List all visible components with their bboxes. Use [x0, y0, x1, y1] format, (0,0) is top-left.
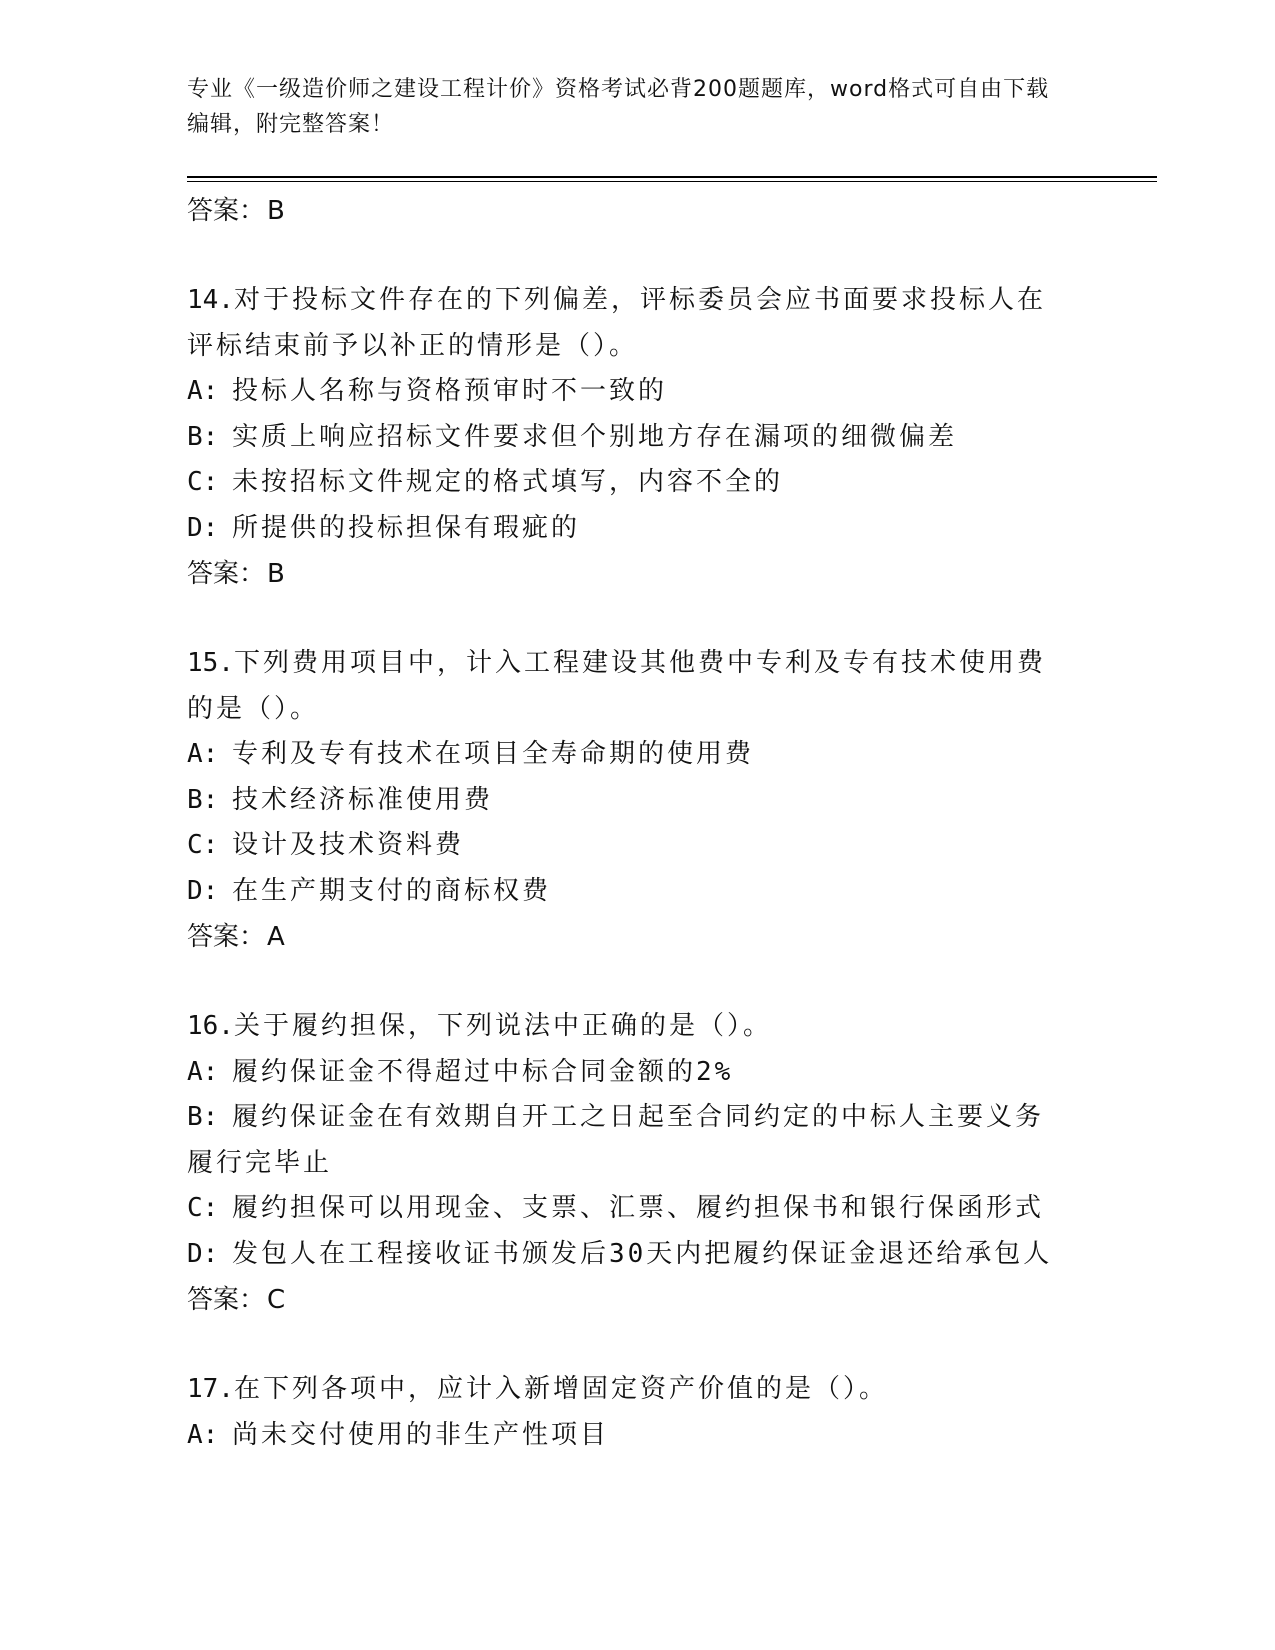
option-text: 技术经济标准使用费 — [232, 784, 494, 815]
option-text: 在生产期支付的商标权费 — [232, 875, 552, 906]
question-text: 下列费用项目中，计入工程建设其他费中专利及专有技术使用费的是（）。 — [187, 648, 1046, 724]
answer-value: B — [267, 196, 285, 226]
option-key: A: — [187, 1056, 219, 1087]
question-stem — [187, 278, 1067, 369]
question-stem — [187, 641, 1067, 732]
option-key: B: — [187, 421, 219, 452]
option-key: A: — [187, 376, 219, 406]
option-item — [187, 1186, 1067, 1232]
option-item — [187, 506, 1067, 552]
option-text: 设计及技术资料费 — [232, 830, 465, 860]
answer-value: C — [267, 1285, 286, 1315]
answer-line — [187, 188, 1067, 234]
option-key: D: — [187, 1238, 219, 1269]
answer-label: 答案： — [187, 559, 266, 589]
question-block — [187, 641, 1067, 960]
answer-value: B — [267, 559, 285, 589]
answer-label: 答案： — [187, 1285, 266, 1315]
header-rule-thick — [187, 176, 1157, 178]
question-text: 在下列各项中，应计入新增固定资产价值的是（）。 — [233, 1374, 888, 1404]
option-item — [187, 778, 1067, 824]
option-item — [187, 869, 1067, 915]
answer-label: 答案： — [187, 196, 266, 226]
option-key: D: — [187, 512, 219, 543]
option-item — [187, 1232, 1067, 1278]
answer-line — [187, 914, 1067, 960]
option-item — [187, 732, 1067, 778]
option-item — [187, 460, 1067, 506]
question-stem — [187, 1004, 1067, 1050]
option-item — [187, 823, 1067, 869]
option-text: 履约担保可以用现金、支票、汇票、履约担保书和银行保函形式 — [232, 1193, 1045, 1223]
option-item — [187, 415, 1067, 461]
option-item — [187, 1050, 1067, 1096]
question-text: 关于履约担保，下列说法中正确的是（）。 — [233, 1011, 772, 1041]
answer-line — [187, 1277, 1067, 1323]
question-number: 16. — [187, 1011, 234, 1041]
question-list — [187, 188, 1067, 1458]
option-text: 实质上响应招标文件要求但个别地方存在漏项的细微偏差 — [232, 421, 958, 452]
option-text: 履约保证金不得超过中标合同金额的2% — [232, 1056, 734, 1087]
question-number: 14. — [187, 285, 234, 315]
question-block — [187, 278, 1067, 597]
option-key: B: — [187, 1102, 219, 1132]
option-item — [187, 369, 1067, 415]
question-number: 15. — [187, 648, 234, 678]
option-key: A: — [187, 1419, 219, 1450]
option-key: C: — [187, 1193, 219, 1223]
question-number: 17. — [187, 1374, 234, 1404]
option-item — [187, 1413, 1067, 1459]
option-key: A: — [187, 739, 219, 769]
option-text: 履约保证金在有效期自开工之日起至合同约定的中标人主要义务履行完毕止 — [187, 1102, 1045, 1178]
option-key: C: — [187, 830, 219, 860]
option-text: 专利及专有技术在项目全寿命期的使用费 — [232, 739, 755, 769]
option-item — [187, 1095, 1067, 1186]
option-key: C: — [187, 467, 219, 497]
answer-label: 答案： — [187, 922, 266, 952]
question-block — [187, 1367, 1067, 1458]
option-text: 所提供的投标担保有瑕疵的 — [232, 512, 581, 543]
option-key: D: — [187, 875, 219, 906]
answer-line — [187, 551, 1067, 597]
question-stem — [187, 1367, 1067, 1413]
option-text: 未按招标文件规定的格式填写，内容不全的 — [232, 467, 784, 497]
option-text: 尚未交付使用的非生产性项目 — [232, 1419, 610, 1450]
page-header: 专业《一级造价师之建设工程计价》资格考试必背200题题库，word格式可自由下载编辑，附完整答案！ — [187, 77, 1050, 137]
option-key: B: — [187, 784, 219, 815]
question-block — [187, 1004, 1067, 1323]
option-text: 投标人名称与资格预审时不一致的 — [232, 376, 668, 406]
option-text: 发包人在工程接收证书颁发后30天内把履约保证金退还给承包人 — [232, 1238, 1053, 1269]
answer-value: A — [267, 922, 285, 952]
header-rule-thin — [187, 181, 1157, 182]
question-text: 对于投标文件存在的下列偏差，评标委员会应书面要求投标人在评标结束前予以补正的情形是（）。 — [187, 285, 1046, 361]
